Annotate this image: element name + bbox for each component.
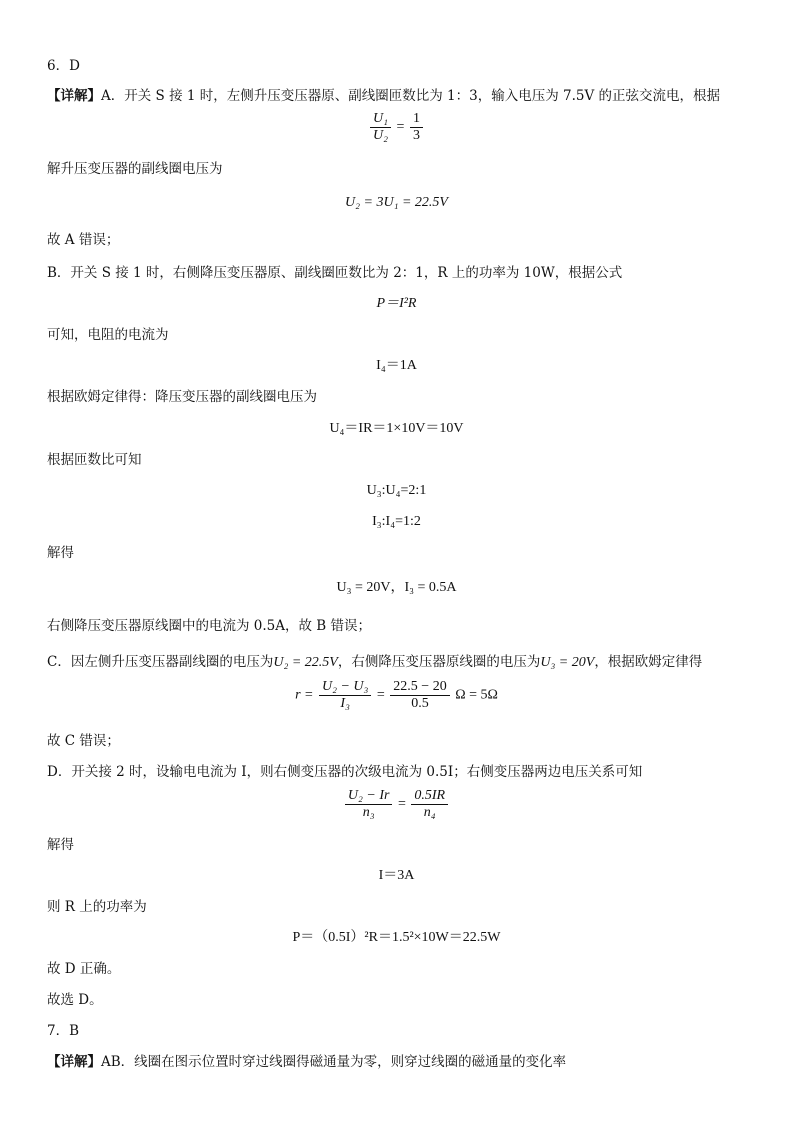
fraction-voltage-drop: $\frac{\text{U₂ − U₃}}{\text{I₃}}$ xyxy=(319,679,371,712)
fraction-secondary: $\frac{0.5IR}{\text{n₄}}$ xyxy=(411,788,448,821)
paragraph-b-wrong: 右侧降压变压器原线圈中的电流为 0.5A，故 B 错误； xyxy=(47,618,372,634)
paragraph-solve-2: 解得 xyxy=(47,837,74,853)
paragraph-ohm: 根据欧姆定律得：降压变压器的副线圈电压为 xyxy=(47,389,317,405)
paragraph-turns-ratio: 根据匝数比可知 xyxy=(47,452,142,468)
explanation-d: D．开关接 2 时，设输电电流为 I，则右侧变压器的次级电流为 0.5I；右侧变压器两边电压关系可知 xyxy=(47,764,643,780)
inline-u3: U₃ = 20V xyxy=(540,655,595,670)
explanation-a xyxy=(47,87,767,105)
equation-u4: U₄＝IR＝1×10V＝10V xyxy=(329,421,464,436)
equation-power: P＝I²R xyxy=(376,296,417,311)
explanation-tag-7: 【详解】 xyxy=(47,1054,101,1070)
explanation-text: A．开关 S 接 1 时，左侧升压变压器原、副线圈匝数比为 1：3，输入电压为 7.5V 的正弦交流电，根据 xyxy=(101,88,721,104)
paragraph-current: 可知，电阻的电流为 xyxy=(47,327,169,343)
paragraph-d-correct: 故 D 正确。 xyxy=(47,961,121,977)
equation-current-i: I＝3A xyxy=(378,868,415,883)
fraction-primary: $\frac{\text{U₂ − Ir}}{\text{n₃}}$ xyxy=(345,788,393,821)
equation-power-d: P＝（0.5I）²R＝1.5²×10W＝22.5W xyxy=(292,930,501,945)
paragraph-power-r: 则 R 上的功率为 xyxy=(47,899,147,915)
equation-u3-i3: U₃ = 20V，I₃ = 0.5A xyxy=(336,580,457,595)
fraction-1-3: $\frac{1}{3}$ xyxy=(410,111,423,144)
paragraph-secondary-voltage: 解升压变压器的副线圈电压为 xyxy=(47,161,223,177)
inline-u2: U₂ = 22.5V xyxy=(273,655,338,670)
paragraph-solve-1: 解得 xyxy=(47,545,74,561)
equation-current-turns: I₃:I₄=1:2 xyxy=(372,514,421,529)
equation-u2: U₂ = 3U₁ = 22.5V xyxy=(345,195,448,210)
paragraph-a-wrong: 故 A 错误； xyxy=(47,232,120,248)
equation-resistance: r = $\frac{\text{U₂ − U₃}}{\text{I₃}}$ = $\frac{22.5 - 20}{0.5}$ Ω = 5Ω xyxy=(295,679,498,711)
explanation-ab xyxy=(47,1053,767,1071)
paragraph-choose-d: 故选 D。 xyxy=(47,992,103,1008)
fraction-values: $\frac{22.5 - 20}{0.5}$ xyxy=(390,679,449,712)
question-number-7: 7．B xyxy=(47,1023,80,1039)
equation-i4: I₄＝1A xyxy=(376,358,417,373)
explanation-c: C．因左侧升压变压器副线圈的电压为U₂ = 22.5V，右侧降压变压器原线圈的电压为U₃ = 20V，根据欧姆定律得 xyxy=(47,654,703,670)
equation-voltage-ratio: $\frac{\text{U₁}}{\text{U₂}}$ = $\frac{1}{3}$ xyxy=(0,111,793,144)
fraction-u1-u2: $\frac{\text{U₁}}{\text{U₂}}$ xyxy=(370,111,391,144)
explanation-text-7: AB．线圈在图示位置时穿过线圈得磁通量为零，则穿过线圈的磁通量的变化率 xyxy=(101,1054,567,1070)
explanation-tag: 【详解】 xyxy=(47,88,101,104)
equation-transformer-d: $\frac{\text{U₂ − Ir}}{\text{n₃}}$ = $\frac{0.5IR}{\text{n₄}}$ xyxy=(0,788,793,821)
paragraph-c-wrong: 故 C 错误； xyxy=(47,733,120,749)
explanation-b: B．开关 S 接 1 时，右侧降压变压器原、副线圈匝数比为 2：1，R 上的功率为 10W，根据公式 xyxy=(47,265,623,281)
question-number-6: 6．D xyxy=(47,58,80,74)
equation-voltage-turns: U₃:U₄=2:1 xyxy=(366,483,427,498)
